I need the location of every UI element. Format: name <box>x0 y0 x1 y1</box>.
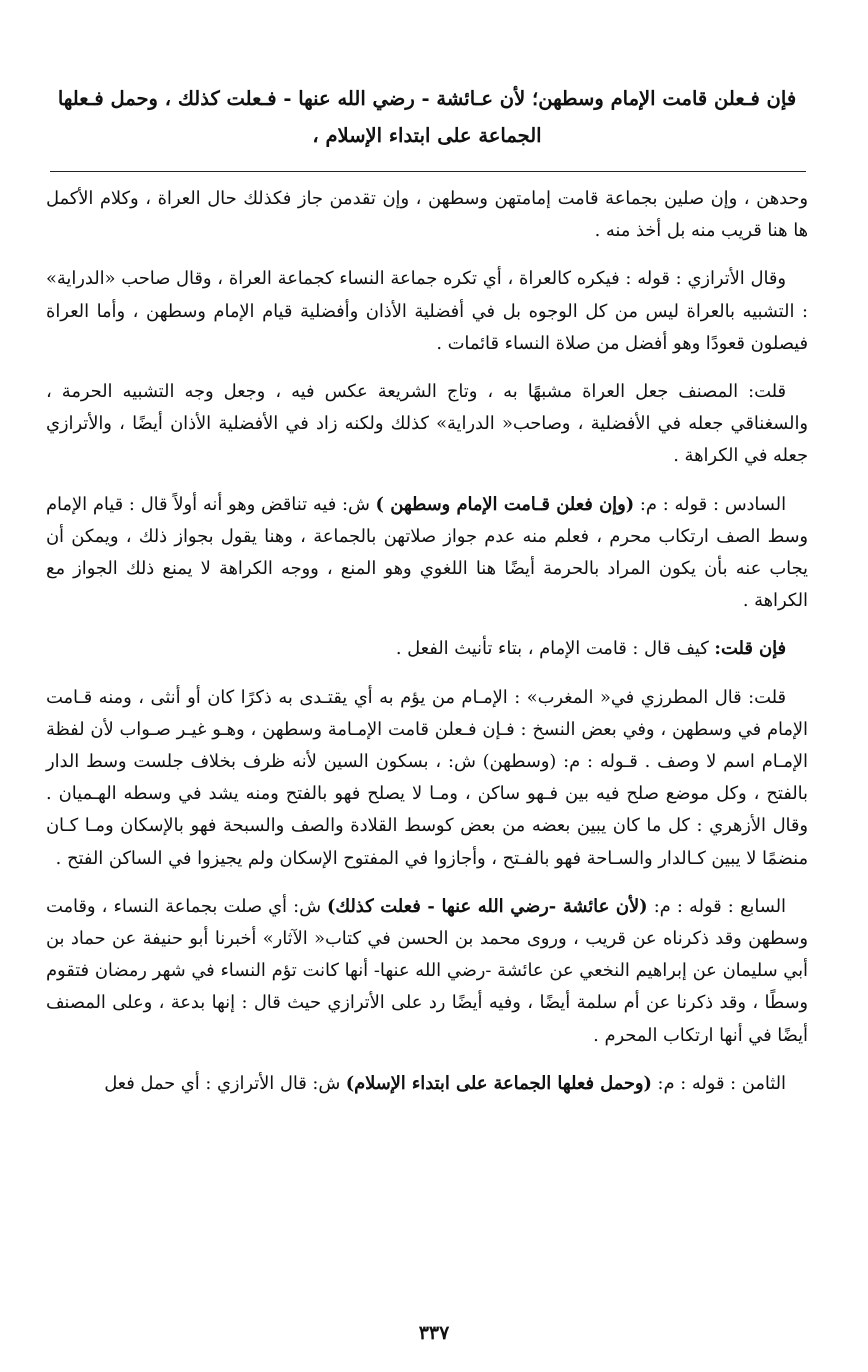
page-number: ٣٣٧ <box>418 1322 450 1344</box>
paragraph-sadis <box>46 489 808 618</box>
paragraph-continuation <box>46 183 808 247</box>
paragraph-lead: الثامن : قوله : م: <box>651 1072 786 1094</box>
paragraph-sabi <box>46 891 808 1052</box>
paragraph-text: ش: أي صلت بجماعة النساء ، وقامت وسطهن وقد ذكرناه عن قريب ، وروى محمد بن الحسن في كتاب« الآثار» أخبرنا أبو حنيفة عن حماد بن أبي سليمان عن إبراهيم النخعي عن عائشة -رضي الله عنها- أنها كانت تؤم النساء في شهر رمضان فتقوم وسطًا ، وقد ذكرنا عن أم سلمة أيضًا ، وفيه أيضًا رد على الأترازي حيث قال : إنها بدعة ، وعلى المصنف أيضًا في أنها ارتكاب المحرم . <box>46 895 808 1046</box>
paragraph-text: ش: فيه تناقض وهو أنه أولاً قال : قيام الإمام وسط الصف ارتكاب محرم ، فعلم منه عدم جواز صلاتهن بالجماعة ، وهنا يقول بجواز ذلك ، ويمكن أن يجاب عنه بأن يكون المراد بالحرمة أيضًا هنا اللغوي وهو المنع ، ووجه الكراهة لا يمنع ذلك الجواز مع الكراهة . <box>46 493 808 612</box>
paragraph-atrazi <box>46 263 808 360</box>
paragraph-lead: السادس : قوله : م: <box>634 493 787 515</box>
paragraph-text: كيف قال : قامت الإمام ، بتاء تأنيث الفعل . <box>395 638 715 660</box>
paragraph-text: وحدهن ، وإن صلين بجماعة قامت إمامتهن وسطهن ، وإن تقدمن جاز فكذلك حال العراة ، وكلام الأكمل ها هنا قريب منه بل أخذ منه . <box>46 188 808 242</box>
paragraph-text: قلت: المصنف جعل العراة مشبهًا به ، وتاج الشريعة عكس فيه ، وجعل وجه التشبيه الحرمة ، والسغناقي جعله في الأفضلية ، وصاحب« الدراية» كذلك ولكنه زاد في الأفضلية الأذان أيضًا ، والأترازي جعله في الكراهة . <box>46 381 808 467</box>
matn-heading: فإن فـعلن قامت الإمام وسطهن؛ لأن عـائشة - رضي الله عنها - فـعلت كذلك ، وحمل فـعلها الجماعة على ابتداء الإسلام ، <box>57 87 797 147</box>
paragraph-mutarrizi <box>46 682 808 875</box>
paragraph-text: قلت: قال المطرزي في« المغرب» : الإمـام من يؤم به أي يقتـدى به ذكرًا كان أو أنثى ، ومنه قـامت الإمام في وسطهن ، وفي بعض النسخ : فـإن فـعلن قامت الإمـامة وسطهن ، وهـو غيـر صـواب لأن لفظة الإمـام اسم لا وصف . قـوله : م: (وسطهن) ش: ، بسكون السين لأنه ظرف بخلاف جلست وسط الدار بالفتح ، وكل موضع صلح فيه بين فـهو ساكن ، ومـا لا يصلح فهو بالفتح ومنه يشد في وسطه الهـميان . وقال الأزهري : كل ما كان يبين بعضه من بعض كوسط القلادة والصف والسبحة فهو بالإسكان ومـا كـان منضمًا لا يبين كـالدار والسـاحة فهو بالفـتح ، وأجازوا في المفتوح الإسكان ولم يجيزوا في الساكن الفتح . <box>46 686 808 869</box>
commentary-body <box>46 183 808 1100</box>
paragraph-qultu-musannif <box>46 376 808 473</box>
paragraph-text: وقال الأترازي : قوله : فيكره كالعراة ، أي تكره جماعة النساء كجماعة العراة ، وقال صاحب «الدراية» : التشبيه بالعراة ليس من كل الوجوه بل في أفضلية الأذان وأفضلية قيام الإمام وسطهن ، وأما العراة فيصلون قعودًا وهو أفضل من صلاة النساء قائمات . <box>46 268 808 354</box>
separator-rule <box>50 171 806 172</box>
quoted-matn: (لأن عائشة -رضي الله عنها - فعلت كذلك) <box>326 895 648 917</box>
quoted-matn: (وإن فعلن قـامت الإمام وسطهن ) <box>375 493 635 515</box>
quoted-matn: (وحمل فعلها الجماعة على ابتداء الإسلام) <box>345 1072 652 1094</box>
paragraph-lead: السابع : قوله : م: <box>647 895 786 917</box>
paragraph-fa-in-qulta <box>46 633 808 665</box>
paragraph-thamin <box>46 1068 808 1100</box>
question-lead: فإن قلت: <box>714 638 786 660</box>
paragraph-text: ش: قال الأترازي : أي حمل فعل <box>104 1072 346 1094</box>
